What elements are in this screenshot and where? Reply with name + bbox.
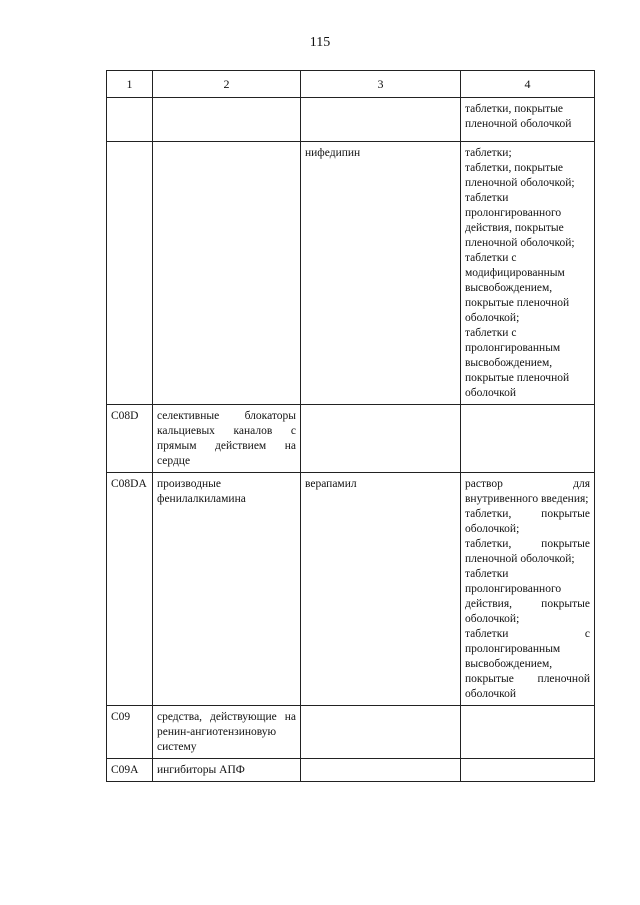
substance-cell: верапамил xyxy=(301,473,461,706)
table-row xyxy=(107,706,595,759)
table-row xyxy=(107,473,595,706)
column-header: 1 xyxy=(107,71,153,98)
atc-code-cell: C08D xyxy=(107,405,153,473)
atc-code-cell xyxy=(107,98,153,142)
page-number: 115 xyxy=(309,35,331,50)
dosage-forms-cell: таблетки, покрытые пленочной оболочкой xyxy=(461,98,595,142)
dosage-forms-cell xyxy=(461,405,595,473)
column-header: 2 xyxy=(153,71,301,98)
dosage-forms-cell xyxy=(461,759,595,782)
drug-table xyxy=(106,70,595,782)
table-row xyxy=(107,759,595,782)
substance-cell xyxy=(301,759,461,782)
substance-cell: нифедипин xyxy=(301,142,461,405)
table-header-row xyxy=(107,71,595,98)
group-cell xyxy=(153,142,301,405)
group-cell: производные фенилалкиламина xyxy=(153,473,301,706)
atc-code-cell xyxy=(107,142,153,405)
substance-cell xyxy=(301,98,461,142)
dosage-forms-cell xyxy=(461,706,595,759)
table-row xyxy=(107,98,595,142)
column-header: 4 xyxy=(461,71,595,98)
atc-code-cell: C08DA xyxy=(107,473,153,706)
group-cell: средства, действующие на ренин-ангиотензиновую систему xyxy=(153,706,301,759)
table-row xyxy=(107,142,595,405)
group-cell: селективные блокаторы кальциевых каналов с прямым действием на сердце xyxy=(153,405,301,473)
column-header: 3 xyxy=(301,71,461,98)
dosage-forms-cell: таблетки; таблетки, покрытые пленочной оболочкой; таблетки пролонгированного действия, покрытые пленочной оболочкой; таблетки с модифицированным высвобождением, покрытые пленочной оболочкой; таблетки с пролонгированным высвобождением, покрытые пленочной оболочкой xyxy=(461,142,595,405)
group-cell xyxy=(153,98,301,142)
dosage-forms-cell: раствор для внутривенного введения; таблетки, покрытые оболочкой; таблетки, покрытые пленочной оболочкой; таблетки пролонгированного действия, покрытые оболочкой; таблетки с пролонгированным высвобождением, покрытые пленочной оболочкой xyxy=(461,473,595,706)
atc-code-cell: C09 xyxy=(107,706,153,759)
atc-code-cell: C09A xyxy=(107,759,153,782)
substance-cell xyxy=(301,706,461,759)
group-cell: ингибиторы АПФ xyxy=(153,759,301,782)
table-row xyxy=(107,405,595,473)
substance-cell xyxy=(301,405,461,473)
